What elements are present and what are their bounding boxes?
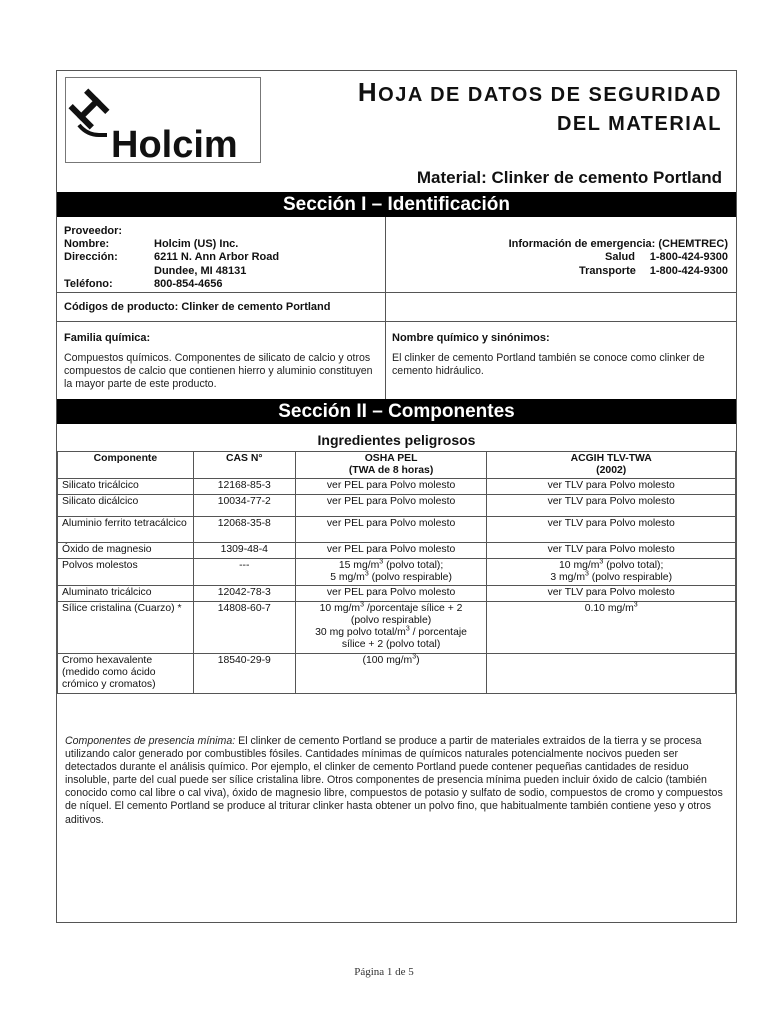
transport-phone: 1-800-424-9300 [649, 265, 728, 277]
phone-label: Teléfono: [64, 278, 113, 290]
cell-component: Silicato tricálcico [58, 479, 194, 495]
table-row [58, 654, 736, 694]
table-row [58, 586, 736, 602]
cell-acgih: ver TLV para Polvo molesto [487, 586, 736, 602]
product-codes: Códigos de producto: Clinker de cemento Portland [64, 301, 331, 313]
cell-acgih: ver TLV para Polvo molesto [487, 495, 736, 517]
section1-title: Sección I – Identificación [57, 192, 736, 217]
table-row [58, 495, 736, 517]
minimal-components-label: Componentes de presencia mínima: [65, 735, 236, 747]
page-number: Página 1 de 5 [354, 966, 414, 978]
cell-component: Cromo hexavalente (medido como ácido crómico y cromatos) [58, 654, 194, 694]
cell-acgih [487, 654, 736, 694]
address-line1: 6211 N. Ann Arbor Road [154, 251, 280, 263]
material-name: Material: Clinker de cemento Portland [416, 168, 722, 187]
cell-component: Óxido de magnesio [58, 543, 194, 559]
cell-osha: ver PEL para Polvo molesto [295, 517, 487, 543]
cell-acgih: 10 $mg/m^3$ (polvo total); 3 $mg/m^3$ (polvo respirable) [487, 559, 736, 586]
cell-cas: 10034-77-2 [193, 495, 295, 517]
cell-component: Aluminato tricálcico [58, 586, 194, 602]
cell-cas: 14808-60-7 [193, 602, 295, 654]
cell-osha: ver PEL para Polvo molesto [295, 543, 487, 559]
table-row [58, 517, 736, 543]
holcim-logo [65, 77, 261, 163]
transport-label: Transporte [579, 265, 636, 277]
cell-cas: 12168-85-3 [193, 479, 295, 495]
section1-rule1 [57, 292, 736, 293]
health-label: Salud [605, 251, 635, 263]
name-label: Nombre: [64, 238, 110, 250]
cell-acgih: ver TLV para Polvo molesto [487, 517, 736, 543]
cell-component: Aluminio ferrito tetracálcico [58, 517, 194, 543]
table-row [58, 559, 736, 586]
cell-cas: 1309-48-4 [193, 543, 295, 559]
document-title-line1: HOJA DE DATOS DE SEGURIDAD [357, 77, 722, 107]
chem-family-label: Familia química: [64, 332, 151, 344]
minimal-components-text: El clinker de cemento Portland se produce a partir de materiales extraidos de la tierra y se procesa utilizando calor generado por combustibles fósiles. Cantidades mínimas de químicos naturales potencialmente nocivos pueden ser detectados durante el análisis químico. Por ejemplo, el clinker de cemento Portland puede contener pequeñas cantidades de residuo insoluble, parte del cual puede ser sílice cristalina libre. Otros componentes de presencia mínima pueden incluir óxido de calcio (también conocido como cal libre o cal viva), óxido de magnesio libre, compuestos de potasio y sulfato de sodio, compuestos de cromo y compuestos de níquel. El cemento Portland se produce al triturar clinker hasta obtener un polvo fino, que habitualmente también contiene yeso y otros aditivos. [65, 735, 723, 826]
emergency-label: Información de emergencia: (CHEMTREC) [508, 238, 728, 250]
cell-osha: (100 $mg/m^3$) [295, 654, 487, 694]
minimal-components-paragraph [65, 735, 729, 827]
section1-divider [385, 217, 386, 399]
table-row [58, 602, 736, 654]
cell-cas: 18540-29-9 [193, 654, 295, 694]
cell-osha: 15 $mg/m^3$ (polvo total); 5 $mg/m^3$ (polvo respirable) [295, 559, 487, 586]
cell-component: Silicato dicálcico [58, 495, 194, 517]
cell-acgih: ver TLV para Polvo molesto [487, 479, 736, 495]
cell-cas: 12042-78-3 [193, 586, 295, 602]
components-table [57, 451, 736, 694]
cell-osha: ver PEL para Polvo molesto [295, 479, 487, 495]
cell-osha: 10 $mg/m^3$ /porcentaje sílice + 2 (polvo respirable) 30 mg polvo total/$m^3$ / porcentaje sílice + 2 (polvo total) [295, 602, 487, 654]
header [57, 71, 736, 191]
health-phone: 1-800-424-9300 [649, 251, 728, 263]
col-header-cas: CAS N° [193, 452, 295, 479]
cell-osha: ver PEL para Polvo molesto [295, 586, 487, 602]
address-label: Dirección: [64, 251, 118, 263]
cell-component: Sílice cristalina (Cuarzo) * [58, 602, 194, 654]
holcim-logo-icon [65, 77, 261, 163]
cell-acgih: 0.10 $mg/m^3$ [487, 602, 736, 654]
cell-component: Polvos molestos [58, 559, 194, 586]
document-title-line2: DEL MATERIAL [556, 113, 722, 135]
cell-acgih: ver TLV para Polvo molesto [487, 543, 736, 559]
chem-name-text: El clinker de cemento Portland también se conoce como clinker de cemento hidráulico. [392, 352, 705, 378]
ingredients-title: Ingredientes peligrosos [317, 432, 476, 448]
table-header-row [58, 452, 736, 479]
supplier-label: Proveedor: [64, 225, 123, 237]
logo-wordmark: Holcim [111, 124, 238, 163]
document-frame [56, 70, 737, 923]
section1-rule2 [57, 321, 736, 322]
table-row [58, 479, 736, 495]
cell-cas: 12068-35-8 [193, 517, 295, 543]
address-line2: Dundee, MI 48131 [154, 265, 247, 277]
chem-name-label: Nombre químico y sinónimos: [392, 332, 550, 344]
col-header-osha: OSHA PEL (TWA de 8 horas) [295, 452, 487, 479]
phone-value: 800-854-4656 [154, 278, 223, 290]
col-header-component: Componente [58, 452, 194, 479]
cell-osha: ver PEL para Polvo molesto [295, 495, 487, 517]
col-header-acgih: ACGIH TLV-TWA (2002) [487, 452, 736, 479]
table-row [58, 543, 736, 559]
cell-cas: --- [193, 559, 295, 586]
name-value: Holcim (US) Inc. [154, 238, 239, 250]
chem-family-text: Compuestos químicos. Componentes de silicato de calcio y otros compuestos de calcio que contienen hierro y aluminio constituyen la mayor parte de este producto. [64, 352, 373, 391]
section2-title: Sección II – Componentes [57, 399, 736, 424]
